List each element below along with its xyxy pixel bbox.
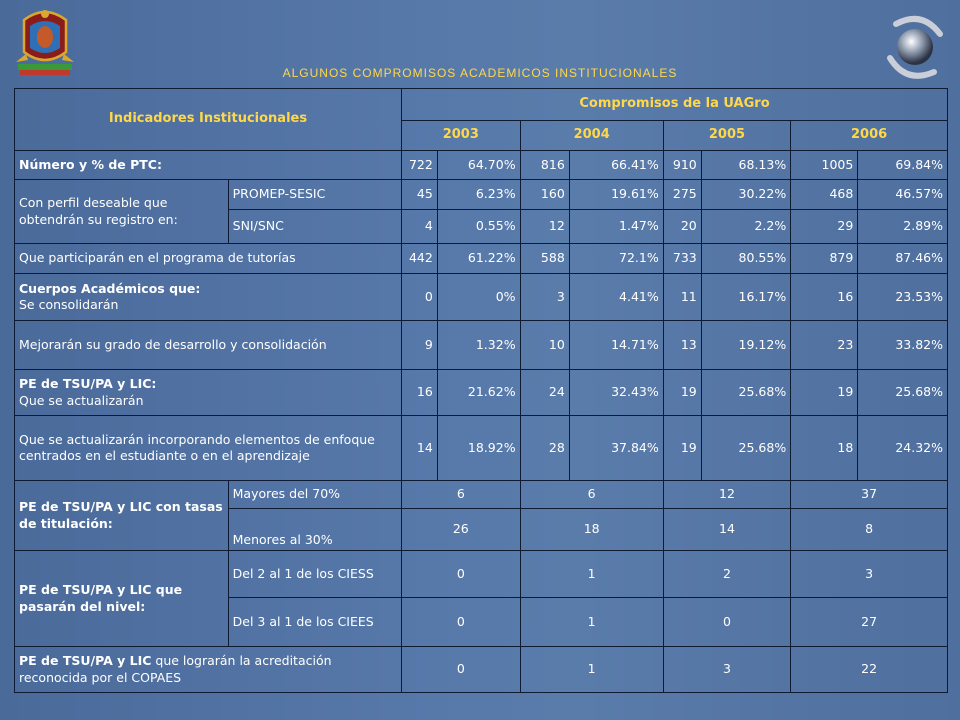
cell: 9 bbox=[402, 321, 438, 370]
cell: 80.55% bbox=[701, 244, 790, 274]
cell: 20 bbox=[663, 210, 701, 244]
cell: 4 bbox=[402, 210, 438, 244]
sub-label: Menores al 30% bbox=[228, 509, 401, 551]
cell: 23 bbox=[791, 321, 858, 370]
cell: 6 bbox=[402, 481, 521, 509]
cell: 37 bbox=[791, 481, 948, 509]
cell: 2.2% bbox=[701, 210, 790, 244]
cell: 16 bbox=[402, 370, 438, 416]
cell: 68.13% bbox=[701, 151, 790, 180]
cell: 14.71% bbox=[569, 321, 663, 370]
cell: 6.23% bbox=[437, 180, 520, 210]
sub-label: PROMEP-SESIC bbox=[228, 180, 401, 210]
header-row bbox=[15, 89, 948, 121]
row-label: Que participarán en el programa de tutorías bbox=[15, 244, 402, 274]
cell: 18 bbox=[520, 509, 663, 551]
row-label bbox=[15, 647, 402, 693]
cell: 87.46% bbox=[858, 244, 948, 274]
commitments-table bbox=[14, 88, 948, 693]
cell: 25.68% bbox=[701, 416, 790, 481]
slide-title: ALGUNOS COMPROMISOS ACADEMICOS INSTITUCIONALES bbox=[282, 66, 678, 80]
sub-label: Mayores del 70% bbox=[228, 481, 401, 509]
year-2005: 2005 bbox=[663, 121, 790, 151]
cell: 25.68% bbox=[858, 370, 948, 416]
cell: 66.41% bbox=[569, 151, 663, 180]
cell: 22 bbox=[791, 647, 948, 693]
table-row bbox=[15, 416, 948, 481]
row-label: Con perfil deseable que obtendrán su registro en: bbox=[15, 180, 229, 244]
sub-label: SNI/SNC bbox=[228, 210, 401, 244]
row-label: PE de TSU/PA y LIC con tasas de titulación: bbox=[15, 481, 229, 551]
cell: 32.43% bbox=[569, 370, 663, 416]
cell: 10 bbox=[520, 321, 569, 370]
cell: 18.92% bbox=[437, 416, 520, 481]
cell: 4.41% bbox=[569, 274, 663, 321]
cell: 1 bbox=[520, 647, 663, 693]
header-indicadores: Indicadores Institucionales bbox=[15, 89, 402, 151]
cell: 879 bbox=[791, 244, 858, 274]
cell: 19 bbox=[791, 370, 858, 416]
cell: 1005 bbox=[791, 151, 858, 180]
cell: 18 bbox=[791, 416, 858, 481]
table-row bbox=[15, 244, 948, 274]
cell: 19 bbox=[663, 416, 701, 481]
cell: 45 bbox=[402, 180, 438, 210]
cell: 6 bbox=[520, 481, 663, 509]
row-label-text: que lograrán la acreditación reconocida por el COPAES bbox=[19, 653, 332, 685]
cell: 28 bbox=[520, 416, 569, 481]
cell: 33.82% bbox=[858, 321, 948, 370]
cell: 19.61% bbox=[569, 180, 663, 210]
table-row bbox=[15, 647, 948, 693]
cell: 0.55% bbox=[437, 210, 520, 244]
cell: 0 bbox=[402, 598, 521, 647]
cell: 13 bbox=[663, 321, 701, 370]
cell: 160 bbox=[520, 180, 569, 210]
cell: 275 bbox=[663, 180, 701, 210]
cell: 722 bbox=[402, 151, 438, 180]
cell: 16 bbox=[791, 274, 858, 321]
cell: 29 bbox=[791, 210, 858, 244]
row-label-bold: PE de TSU/PA y LIC bbox=[19, 653, 152, 669]
cell: 1 bbox=[520, 598, 663, 647]
cell: 0 bbox=[402, 274, 438, 321]
cell: 14 bbox=[663, 509, 790, 551]
table-row bbox=[15, 481, 948, 509]
row-label: Que se actualizarán incorporando elementos de enfoque centrados en el estudiante o en el aprendizaje bbox=[15, 416, 402, 481]
table-row bbox=[15, 551, 948, 598]
cell: 19.12% bbox=[701, 321, 790, 370]
cell: 1 bbox=[520, 551, 663, 598]
row-label-bold: PE de TSU/PA y LIC: bbox=[19, 376, 157, 392]
cell: 16.17% bbox=[701, 274, 790, 321]
row-label bbox=[15, 274, 402, 321]
year-2003: 2003 bbox=[402, 121, 521, 151]
row-label: PE de TSU/PA y LIC que pasarán del nivel: bbox=[15, 551, 229, 647]
sub-label: Del 2 al 1 de los CIESS bbox=[228, 551, 401, 598]
table-row bbox=[15, 151, 948, 180]
row-label: Número y % de PTC: bbox=[15, 151, 402, 180]
cell: 816 bbox=[520, 151, 569, 180]
table-row bbox=[15, 321, 948, 370]
cell: 69.84% bbox=[858, 151, 948, 180]
cell: 24 bbox=[520, 370, 569, 416]
cell: 8 bbox=[791, 509, 948, 551]
cell: 2 bbox=[663, 551, 790, 598]
cell: 3 bbox=[520, 274, 569, 321]
cell: 30.22% bbox=[701, 180, 790, 210]
cell: 733 bbox=[663, 244, 701, 274]
cell: 24.32% bbox=[858, 416, 948, 481]
cell: 37.84% bbox=[569, 416, 663, 481]
row-label: Mejorarán su grado de desarrollo y consolidación bbox=[15, 321, 402, 370]
cell: 588 bbox=[520, 244, 569, 274]
cell: 442 bbox=[402, 244, 438, 274]
sub-label: Del 3 al 1 de los CIEES bbox=[228, 598, 401, 647]
cell: 0% bbox=[437, 274, 520, 321]
cell: 25.68% bbox=[701, 370, 790, 416]
cell: 1.47% bbox=[569, 210, 663, 244]
cell: 72.1% bbox=[569, 244, 663, 274]
row-label-bold: Cuerpos Académicos que: bbox=[19, 280, 201, 296]
cell: 14 bbox=[402, 416, 438, 481]
table-row bbox=[15, 180, 948, 210]
cell: 910 bbox=[663, 151, 701, 180]
cell: 0 bbox=[402, 551, 521, 598]
header-compromisos: Compromisos de la UAGro bbox=[402, 89, 948, 121]
cell: 1.32% bbox=[437, 321, 520, 370]
cell: 64.70% bbox=[437, 151, 520, 180]
cell: 23.53% bbox=[858, 274, 948, 321]
cell: 21.62% bbox=[437, 370, 520, 416]
cell: 26 bbox=[402, 509, 521, 551]
cell: 3 bbox=[791, 551, 948, 598]
table-row bbox=[15, 274, 948, 321]
cell: 46.57% bbox=[858, 180, 948, 210]
cell: 12 bbox=[663, 481, 790, 509]
row-label-text: Que se actualizarán bbox=[19, 392, 144, 408]
cell: 27 bbox=[791, 598, 948, 647]
row-label bbox=[15, 370, 402, 416]
cell: 11 bbox=[663, 274, 701, 321]
table-row bbox=[15, 370, 948, 416]
row-label-text: Se consolidarán bbox=[19, 297, 119, 312]
cell: 61.22% bbox=[437, 244, 520, 274]
cell: 2.89% bbox=[858, 210, 948, 244]
cell: 0 bbox=[663, 598, 790, 647]
cell: 468 bbox=[791, 180, 858, 210]
cell: 12 bbox=[520, 210, 569, 244]
year-2004: 2004 bbox=[520, 121, 663, 151]
cell: 19 bbox=[663, 370, 701, 416]
year-2006: 2006 bbox=[791, 121, 948, 151]
cell: 0 bbox=[402, 647, 521, 693]
cell: 3 bbox=[663, 647, 790, 693]
